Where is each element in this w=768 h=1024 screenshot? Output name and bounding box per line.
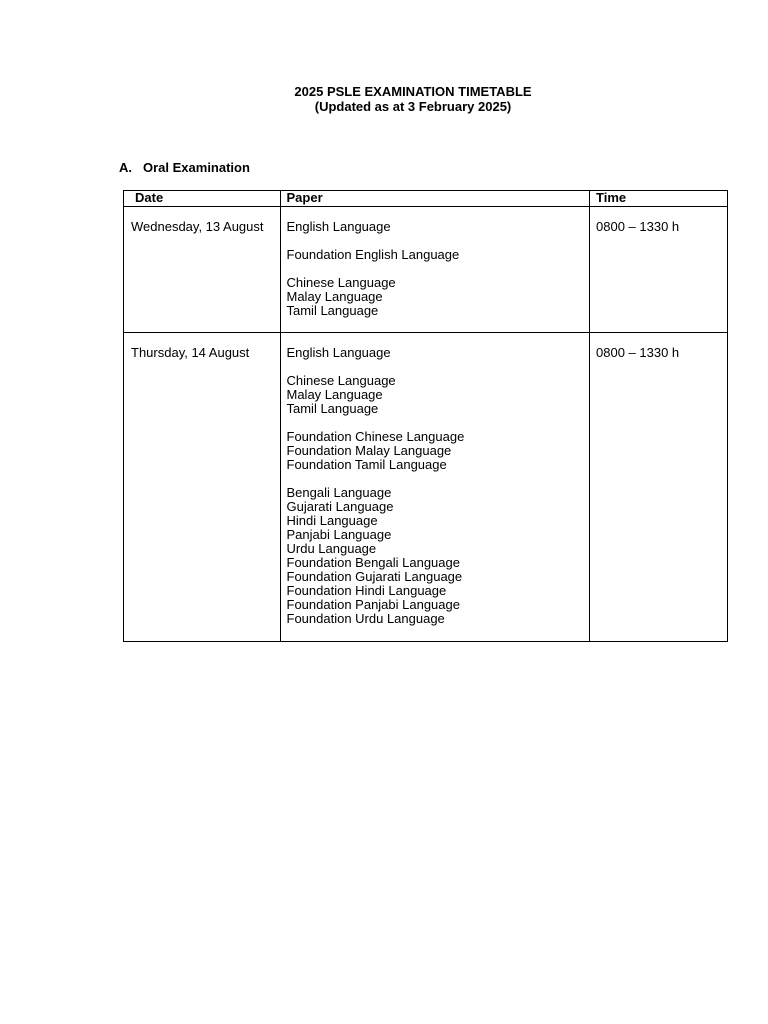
paper-item: Malay Language [286,387,383,402]
table-row [124,333,728,642]
paper-group [287,346,584,360]
paper-item: Foundation English Language [286,247,460,262]
timetable [123,190,728,642]
paper-item: Foundation Malay Language [286,443,452,458]
paper-item: Gujarati Language [286,499,394,514]
paper-item: Foundation Tamil Language [286,457,447,472]
paper-item: Malay Language [286,289,383,304]
table-header-row [124,191,728,207]
paper-item: English Language [286,219,391,234]
paper-group [287,374,584,416]
header-paper: Paper [280,191,590,207]
paper-item: English Language [286,345,391,360]
paper-group [287,220,584,234]
time-cell: 0800 – 1330 h [590,207,728,333]
title-block [0,84,768,114]
paper-item: Chinese Language [286,373,396,388]
paper-cell [280,333,590,642]
paper-item: Tamil Language [286,401,379,416]
section-title: Oral Examination [143,160,250,175]
paper-item: Hindi Language [286,513,378,528]
date-cell: Wednesday, 13 August [124,207,281,333]
paper-group [287,486,584,626]
paper-item: Tamil Language [286,303,379,318]
paper-item: Foundation Urdu Language [286,611,445,626]
date-cell: Thursday, 14 August [124,333,281,642]
paper-group [287,430,584,472]
paper-item: Panjabi Language [286,527,392,542]
paper-item: Foundation Hindi Language [286,583,447,598]
paper-item: Urdu Language [286,541,377,556]
document-title: 2025 PSLE EXAMINATION TIMETABLE [294,84,532,99]
section-heading [119,160,250,176]
section-letter: A. [119,160,132,175]
header-date: Date [124,191,281,207]
paper-item: Foundation Bengali Language [286,555,460,570]
table-row [124,207,728,333]
header-time: Time [590,191,728,207]
paper-item: Chinese Language [286,275,396,290]
paper-group [287,276,584,318]
paper-item: Foundation Chinese Language [286,429,465,444]
paper-item: Foundation Panjabi Language [286,597,460,612]
paper-item: Foundation Gujarati Language [286,569,463,584]
document-subtitle: (Updated as at 3 February 2025) [314,99,512,114]
paper-group [287,248,584,262]
time-cell: 0800 – 1330 h [590,333,728,642]
paper-cell [280,207,590,333]
paper-item: Bengali Language [286,485,392,500]
